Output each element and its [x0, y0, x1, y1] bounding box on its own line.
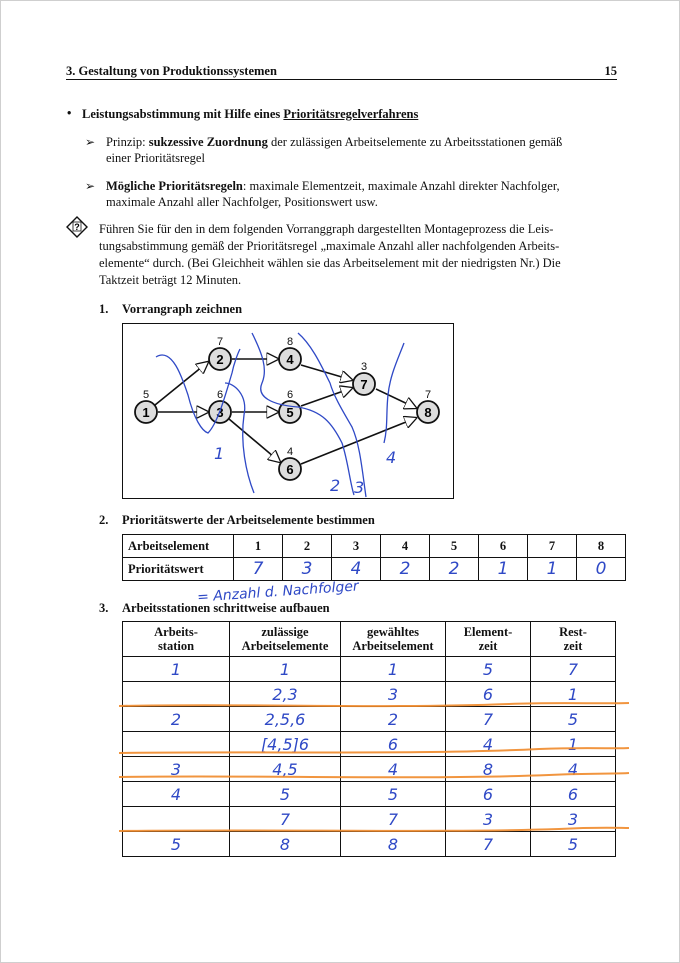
node-3-time: 6: [216, 389, 224, 401]
station-cell: 5: [446, 657, 531, 682]
sub-item-rules: Mögliche Prioritätsregeln: maximale Elementzeit, maximale Anzahl direkter Nachfolger,: [106, 179, 560, 193]
station-cell: 7: [446, 707, 531, 732]
priority-value-cell: 1: [528, 558, 577, 581]
station-cell: 2,5,6: [230, 707, 341, 732]
station-cell: 3: [341, 682, 446, 707]
graph-node-1: [135, 401, 157, 423]
station-cell: 5: [341, 782, 446, 807]
priority-value-cell: 3: [283, 558, 332, 581]
sub-item-principle: Prinzip: sukzessive Zuordnung der zulässigen Arbeitselemente zu Arbeitsstationen gemäß: [106, 135, 563, 149]
node-4-time: 8: [286, 336, 294, 348]
svg-text:6: 6: [286, 462, 294, 477]
question-diamond-icon: [65, 215, 89, 239]
node-2-time: 7: [216, 336, 224, 348]
station-cell: 7: [230, 807, 341, 832]
station-cell: 3: [531, 807, 616, 832]
priority-value-cell: 2: [430, 558, 479, 581]
svg-text:5: 5: [286, 405, 294, 420]
priority-value-cell: 4: [332, 558, 381, 581]
heading-underlined: Prioritätsregelverfahrens: [283, 107, 419, 121]
handwritten-station-3: 3: [354, 478, 365, 497]
station-cell: 8: [446, 757, 531, 782]
handwritten-station-4: 4: [386, 448, 397, 467]
table-header-row: [123, 622, 616, 657]
arrow-bullet-icon: ➢: [85, 179, 96, 193]
node-6-time: 4: [286, 446, 294, 458]
header-allowed-elements: zulässige Arbeitselemente: [230, 622, 341, 657]
station-cell: 2: [341, 707, 446, 732]
station-cell: 4: [531, 757, 616, 782]
station-cell: 6: [531, 782, 616, 807]
station-cell: 4: [341, 757, 446, 782]
graph-node-8: [417, 401, 439, 423]
element-cell: 2: [283, 535, 332, 558]
header-chosen-element: gewähltes Arbeitselement: [341, 622, 446, 657]
header-element-time: Element- zeit: [446, 622, 531, 657]
node-1-time: 5: [142, 389, 150, 401]
graph-node-4: [279, 348, 301, 370]
bullet-heading: Leistungsabstimmung mit Hilfe eines Prioritätsregelverfahrens: [82, 107, 419, 121]
station-cell: 7: [531, 657, 616, 682]
table-row: [123, 657, 616, 682]
arrow-bullet-icon: ➢: [85, 135, 96, 149]
station-cell: 3: [446, 807, 531, 832]
svg-text:3: 3: [216, 405, 224, 420]
node-5-time: 6: [286, 389, 294, 401]
task-text-line2: tungsabstimmung gemäß der Prioritätsregel „maximale Anzahl aller nachfolgenden Arbeits-: [99, 239, 560, 253]
task-text-line1: Führen Sie für den in dem folgenden Vorranggraph dargestellten Montageprozess die Leis-: [99, 222, 554, 236]
station-cell: 5: [531, 832, 616, 857]
station-cell: 5: [123, 832, 230, 857]
station-cell: 1: [531, 682, 616, 707]
element-cell: 6: [479, 535, 528, 558]
svg-text:7: 7: [360, 377, 368, 392]
element-cell: 5: [430, 535, 479, 558]
station-cell: 2,3: [230, 682, 341, 707]
task-text-line3: elemente“ durch. (Bei Gleichheit wählen sie das Arbeitselement mit der niedrigsten Nr.) Die: [99, 256, 561, 270]
row-label-element: Arbeitselement: [123, 535, 234, 558]
task-text-line4: Taktzeit beträgt 12 Minuten.: [99, 273, 242, 287]
graph-node-7: [353, 373, 375, 395]
page-header: [66, 64, 617, 80]
table-row: [123, 535, 626, 558]
priority-value-cell: 7: [234, 558, 283, 581]
precedence-graph: [122, 323, 454, 499]
node-7-time: 3: [360, 361, 368, 373]
station-cell: 6: [446, 782, 531, 807]
step1-number: 1.: [99, 302, 109, 316]
element-cell: 7: [528, 535, 577, 558]
header-remaining-time: Rest- zeit: [531, 622, 616, 657]
svg-text:8: 8: [424, 405, 432, 420]
table-row: [123, 558, 626, 581]
station-cell: 6: [446, 682, 531, 707]
element-cell: 4: [381, 535, 430, 558]
node-8-time: 7: [424, 389, 432, 401]
sub-item-rules-line2: maximale Anzahl aller Nachfolger, Positionswert usw.: [106, 195, 378, 209]
page-number: 15: [604, 64, 617, 78]
station-cell: 6: [341, 732, 446, 757]
station-cell: 4: [446, 732, 531, 757]
station-cell: 1: [123, 657, 230, 682]
station-cell: 1: [531, 732, 616, 757]
priority-value-cell: 1: [479, 558, 528, 581]
priority-table: [122, 534, 626, 581]
step3-number: 3.: [99, 601, 109, 615]
element-cell: 8: [577, 535, 626, 558]
handwritten-note: = Anzahl d. Nachfolger: [196, 578, 360, 606]
priority-value-cell: 2: [381, 558, 430, 581]
station-cell: [4,5]6: [230, 732, 341, 757]
step2-number: 2.: [99, 513, 109, 527]
station-cell: 1: [230, 657, 341, 682]
graph-node-2: [209, 348, 231, 370]
station-cell: 7: [341, 807, 446, 832]
bullet-dot: •: [67, 106, 72, 120]
svg-text:4: 4: [286, 352, 294, 367]
svg-text:?: ?: [74, 222, 80, 232]
header-station: Arbeits- station: [123, 622, 230, 657]
step1-label: Vorrangraph zeichnen: [122, 302, 243, 316]
element-cell: 3: [332, 535, 381, 558]
station-cell: 3: [123, 757, 230, 782]
step2-label: Prioritätswerte der Arbeitselemente bestimmen: [122, 513, 375, 527]
station-cell: 2: [123, 707, 230, 732]
station-cell: 8: [341, 832, 446, 857]
station-cell: 8: [230, 832, 341, 857]
chapter-title: 3. Gestaltung von Produktionssystemen: [66, 64, 277, 78]
station-separator-marks: [119, 691, 631, 841]
graph-node-6: [279, 458, 301, 480]
element-cell: 1: [234, 535, 283, 558]
handwritten-station-1: 1: [214, 444, 225, 463]
station-cell: 1: [341, 657, 446, 682]
step3-label: Arbeitsstationen schrittweise aufbauen: [122, 601, 330, 615]
station-cell: 5: [230, 782, 341, 807]
station-cell: 4: [123, 782, 230, 807]
station-cell: 5: [531, 707, 616, 732]
sub-item-principle-line2: einer Prioritätsregel: [106, 151, 205, 165]
row-label-priority: Prioritätswert: [123, 558, 234, 581]
svg-text:1: 1: [142, 405, 150, 420]
priority-value-cell: 0: [577, 558, 626, 581]
station-cell: 4,5: [230, 757, 341, 782]
station-cell: 7: [446, 832, 531, 857]
handwritten-station-2: 2: [330, 476, 341, 495]
svg-text:2: 2: [216, 352, 224, 367]
